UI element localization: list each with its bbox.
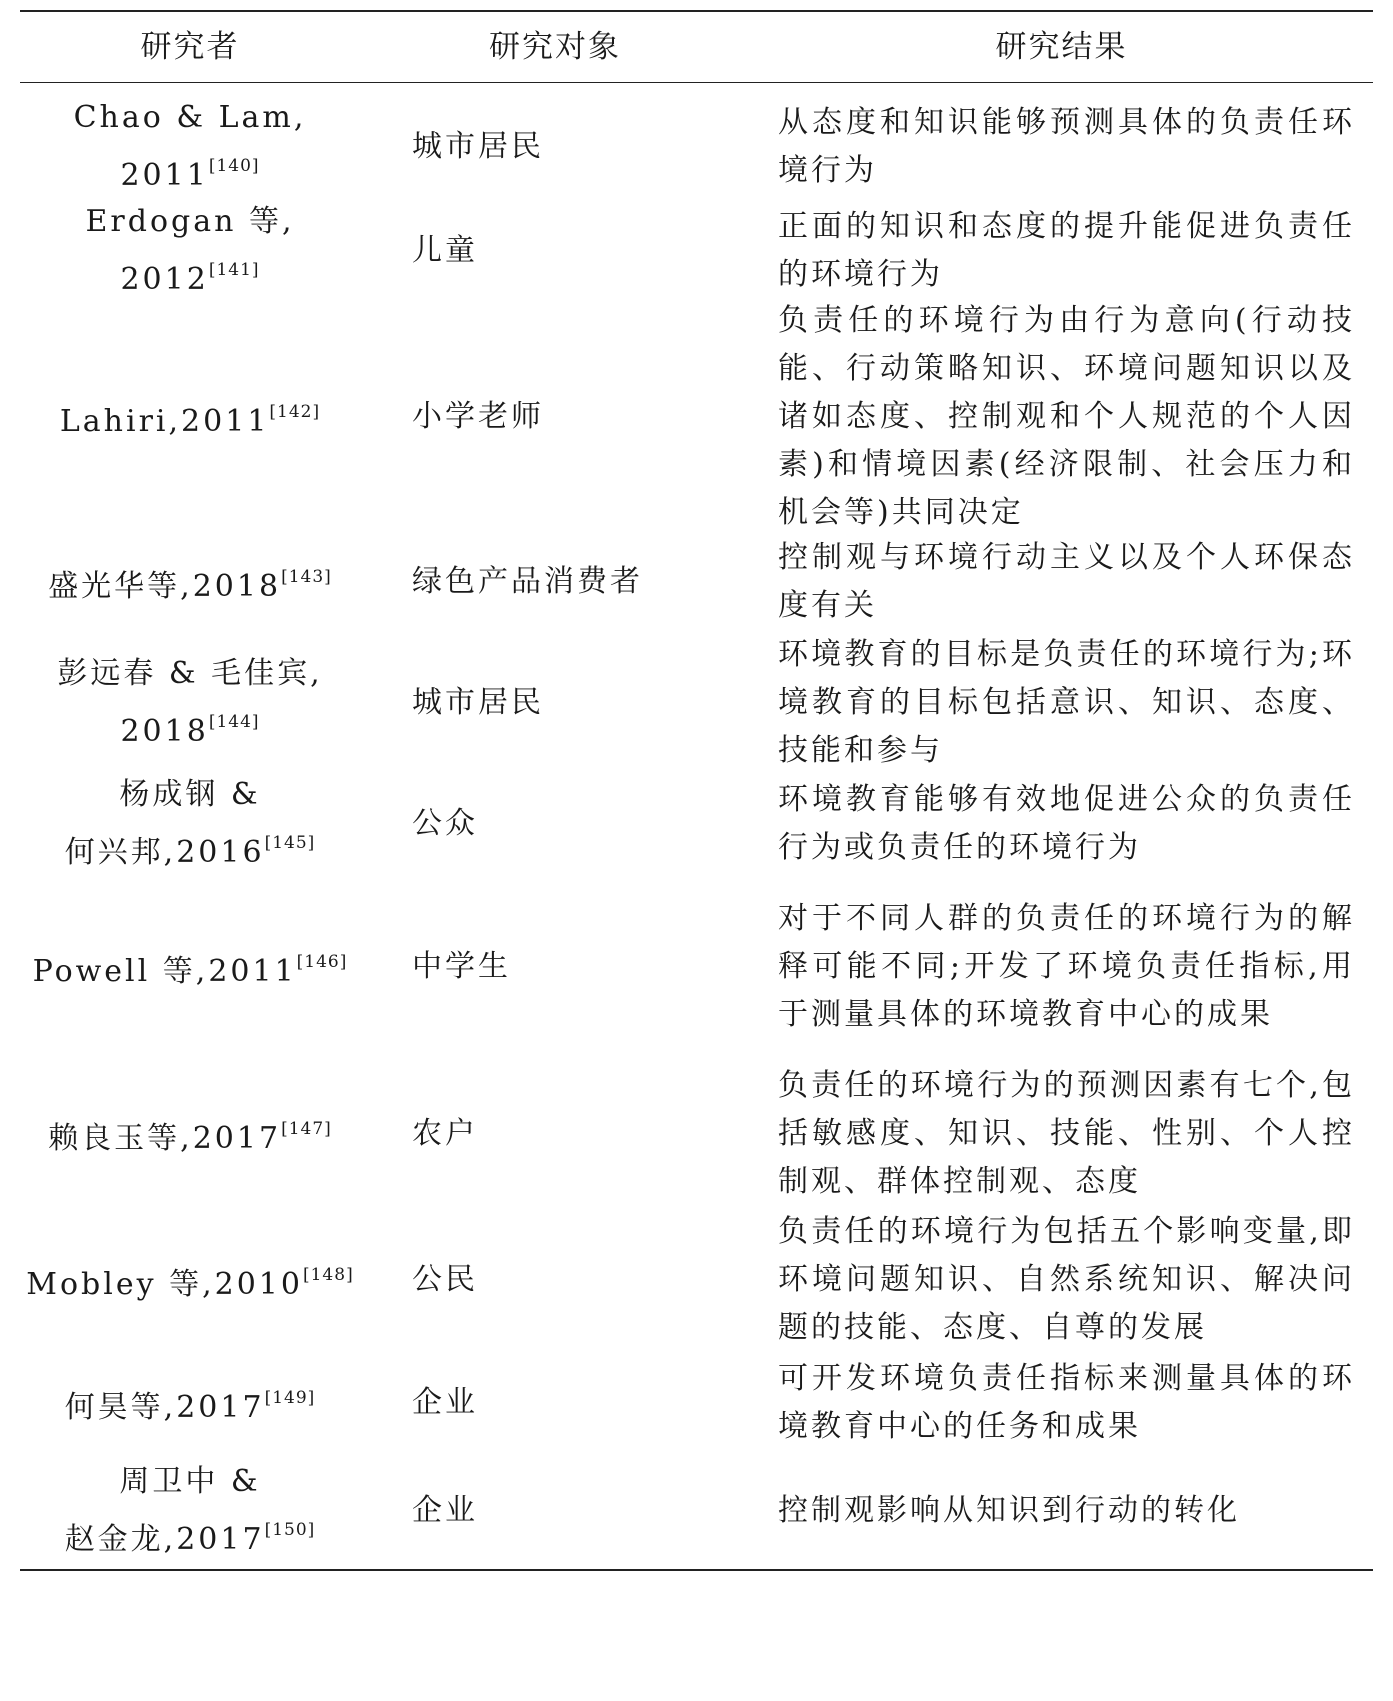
researcher-text: 彭远春 & 毛佳宾, bbox=[57, 656, 323, 691]
cell-result: 控制观影响从知识到行动的转化 bbox=[778, 1493, 1240, 1528]
table-row bbox=[20, 873, 1373, 1061]
table-row bbox=[20, 301, 1373, 533]
cell-subject: 农户 bbox=[412, 1116, 478, 1151]
header-subject: 研究对象 bbox=[489, 29, 621, 65]
cell-subject: 小学老师 bbox=[412, 399, 544, 434]
cell-subject: 绿色产品消费者 bbox=[412, 564, 643, 599]
table-row bbox=[20, 93, 1373, 201]
researcher-line bbox=[20, 819, 360, 877]
researcher-line bbox=[20, 553, 360, 611]
cell-result: 负责任的环境行为包括五个影响变量,即环境问题知识、自然系统知识、解决问题的技能、态度、自尊的发展 bbox=[778, 1214, 1355, 1345]
researcher-line bbox=[20, 1251, 360, 1309]
table-header-row bbox=[20, 12, 1373, 82]
researcher-line bbox=[20, 1105, 360, 1163]
cell-result: 负责任的环境行为由行为意向(行动技能、行动策略知识、环境问题知识以及诸如态度、控制观和个人规范的个人因素)和情境因素(经济限制、社会压力和机会等)共同决定 bbox=[778, 303, 1355, 530]
researcher-text: 杨成钢 & bbox=[119, 777, 261, 812]
header-researcher: 研究者 bbox=[140, 29, 240, 65]
researcher-text: Lahiri,2011 bbox=[59, 404, 270, 439]
citation-ref: [150] bbox=[264, 1520, 316, 1540]
cell-subject: 中学生 bbox=[412, 949, 511, 984]
cell-researcher bbox=[20, 1105, 360, 1163]
researcher-line bbox=[20, 142, 360, 200]
cell-researcher bbox=[20, 388, 360, 446]
cell-subject: 城市居民 bbox=[412, 685, 544, 720]
cell-researcher bbox=[20, 553, 360, 611]
table-body bbox=[20, 83, 1373, 1569]
citation-ref: [146] bbox=[296, 952, 348, 972]
researcher-text: Erdogan 等, bbox=[85, 204, 295, 239]
table-bottom-rule bbox=[20, 1569, 1373, 1571]
cell-result: 正面的知识和态度的提升能促进负责任的环境行为 bbox=[778, 209, 1355, 292]
researcher-text: 2012 bbox=[120, 262, 209, 297]
table-row bbox=[20, 201, 1373, 301]
researcher-line bbox=[20, 1458, 360, 1506]
cell-result: 负责任的环境行为的预测因素有七个,包括敏感度、知识、技能、性别、个人控制观、群体控制观、态度 bbox=[778, 1068, 1355, 1199]
citation-ref: [143] bbox=[281, 567, 332, 587]
researcher-text: 2018 bbox=[120, 714, 209, 749]
cell-researcher bbox=[20, 938, 360, 996]
cell-researcher bbox=[20, 1374, 360, 1432]
researcher-line bbox=[20, 698, 360, 756]
researcher-line bbox=[20, 94, 360, 142]
cell-researcher bbox=[20, 94, 360, 200]
researcher-line bbox=[20, 246, 360, 304]
researcher-text: 赖良玉等,2017 bbox=[48, 1121, 282, 1156]
cell-result: 环境教育能够有效地促进公众的负责任行为或负责任的环境行为 bbox=[778, 782, 1355, 865]
table-row bbox=[20, 1207, 1373, 1353]
table-row bbox=[20, 1061, 1373, 1207]
researcher-text: 盛光华等,2018 bbox=[48, 569, 282, 604]
researcher-text: Powell 等,2011 bbox=[32, 954, 297, 989]
citation-ref: [148] bbox=[302, 1265, 354, 1285]
citation-ref: [149] bbox=[264, 1388, 316, 1408]
cell-researcher bbox=[20, 771, 360, 877]
researcher-line bbox=[20, 1374, 360, 1432]
cell-result: 从态度和知识能够预测具体的负责任环境行为 bbox=[778, 105, 1355, 188]
researcher-line bbox=[20, 771, 360, 819]
researcher-line bbox=[20, 650, 360, 698]
cell-subject: 企业 bbox=[412, 1385, 478, 1420]
cell-researcher bbox=[20, 198, 360, 304]
research-table bbox=[20, 10, 1373, 1571]
cell-researcher bbox=[20, 1458, 360, 1564]
citation-ref: [140] bbox=[208, 156, 260, 176]
researcher-text: Chao & Lam, bbox=[73, 100, 307, 135]
cell-result: 环境教育的目标是负责任的环境行为;环境教育的目标包括意识、知识、态度、技能和参与 bbox=[778, 637, 1355, 768]
citation-ref: [145] bbox=[264, 833, 316, 853]
researcher-text: 何昊等,2017 bbox=[64, 1390, 265, 1425]
researcher-text: Mobley 等,2010 bbox=[26, 1267, 303, 1302]
citation-ref: [142] bbox=[269, 402, 321, 422]
cell-subject: 企业 bbox=[412, 1493, 478, 1528]
header-result: 研究结果 bbox=[995, 29, 1128, 65]
citation-ref: [141] bbox=[208, 260, 260, 280]
cell-result: 对于不同人群的负责任的环境行为的解释可能不同;开发了环境负责任指标,用于测量具体的环境教育中心的成果 bbox=[778, 901, 1355, 1032]
table-row bbox=[20, 1353, 1373, 1453]
researcher-line bbox=[20, 1506, 360, 1564]
citation-ref: [147] bbox=[281, 1119, 332, 1139]
table-row bbox=[20, 775, 1373, 873]
researcher-text: 周卫中 & bbox=[119, 1464, 261, 1499]
researcher-text: 何兴邦,2016 bbox=[64, 835, 265, 870]
table-row bbox=[20, 1453, 1373, 1569]
cell-subject: 公民 bbox=[412, 1262, 478, 1297]
cell-result: 控制观与环境行动主义以及个人环保态度有关 bbox=[778, 540, 1355, 623]
researcher-text: 赵金龙,2017 bbox=[64, 1522, 265, 1557]
cell-researcher bbox=[20, 650, 360, 756]
table-row bbox=[20, 533, 1373, 631]
cell-subject: 儿童 bbox=[412, 233, 478, 268]
researcher-line bbox=[20, 388, 360, 446]
cell-result: 可开发环境负责任指标来测量具体的环境教育中心的任务和成果 bbox=[778, 1361, 1355, 1444]
cell-researcher bbox=[20, 1251, 360, 1309]
table-row bbox=[20, 631, 1373, 775]
cell-subject: 城市居民 bbox=[412, 129, 544, 164]
citation-ref: [144] bbox=[208, 712, 260, 732]
researcher-line bbox=[20, 938, 360, 996]
researcher-line bbox=[20, 198, 360, 246]
researcher-text: 2011 bbox=[120, 158, 209, 193]
cell-subject: 公众 bbox=[412, 806, 478, 841]
